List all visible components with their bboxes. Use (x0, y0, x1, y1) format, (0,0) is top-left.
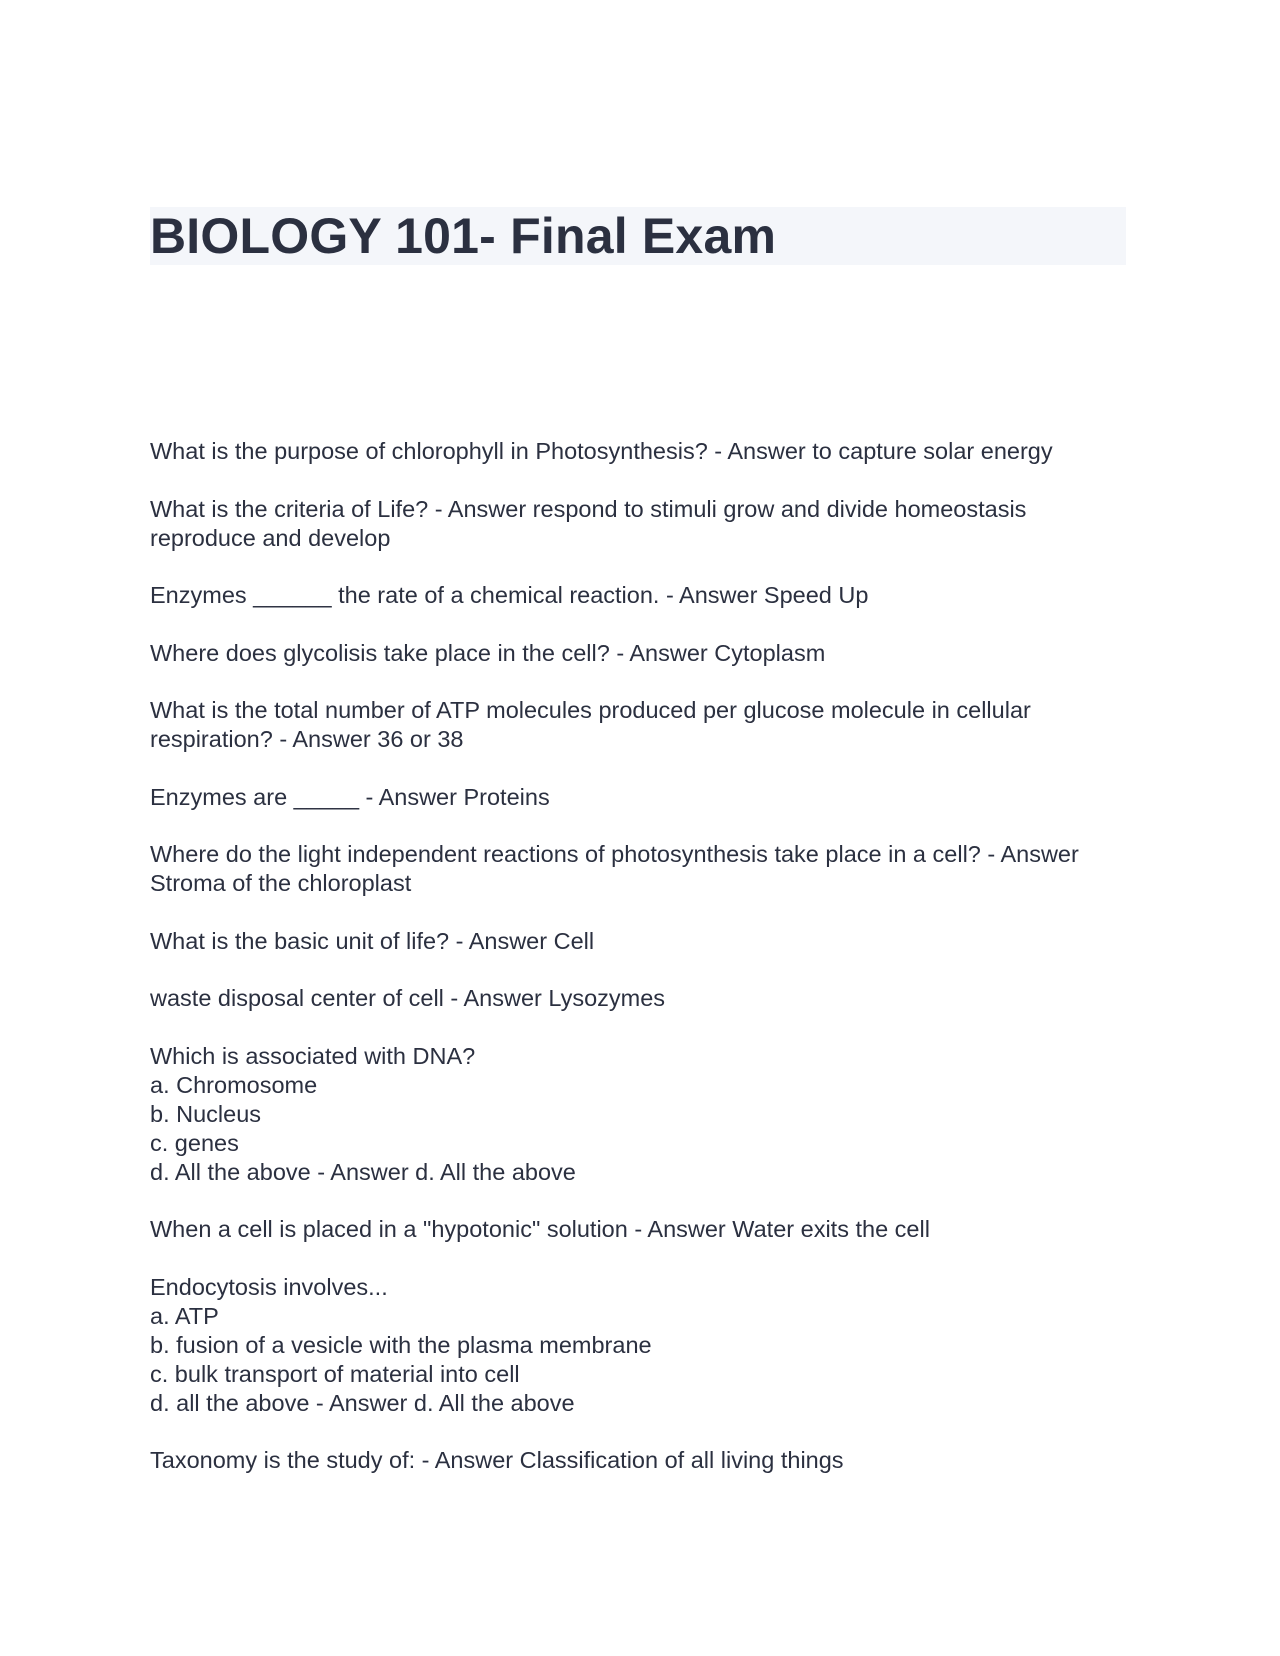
qa-item: Where does glycolisis take place in the cell? - Answer Cytoplasm (150, 639, 826, 666)
qa-item: Enzymes ______ the rate of a chemical reaction. - Answer Speed Up (150, 582, 869, 608)
qa-item: What is the basic unit of life? - Answer Cell (150, 927, 595, 954)
qa-item: Taxonomy is the study of: - Answer Classification of all living things (150, 1447, 844, 1473)
qa-item: Which is associated with DNA? a. Chromosome b. Nucleus c. genes d. All the above - Answer d. All the above (150, 1042, 576, 1185)
title-banner (150, 207, 1126, 265)
document-title: BIOLOGY 101- Final Exam (150, 208, 777, 264)
qa-item: What is the criteria of Life? - Answer respond to stimuli grow and divide homeostasis reproduce and develop (150, 495, 1027, 551)
qa-item: Enzymes are _____ - Answer Proteins (150, 783, 550, 810)
qa-item: What is the total number of ATP molecules produced per glucose molecule in cellular respiration? - Answer 36 or 38 (150, 697, 1031, 752)
document-page (150, 207, 1126, 1473)
qa-item: waste disposal center of cell - Answer Lysozymes (150, 985, 666, 1011)
qa-item: What is the purpose of chlorophyll in Photosynthesis? - Answer to capture solar energy (150, 438, 1053, 464)
qa-item: Where do the light independent reactions of photosynthesis take place in a cell? - Answer Stroma of the chloroplast (150, 841, 1079, 896)
qa-item: When a cell is placed in a "hypotonic" solution - Answer Water exits the cell (150, 1216, 930, 1242)
qa-list (150, 437, 1126, 1504)
qa-item: Endocytosis involves... a. ATP b. fusion of a vesicle with the plasma membrane c. bulk transport of material into cell d. all the above - Answer d. All the above (150, 1273, 652, 1416)
